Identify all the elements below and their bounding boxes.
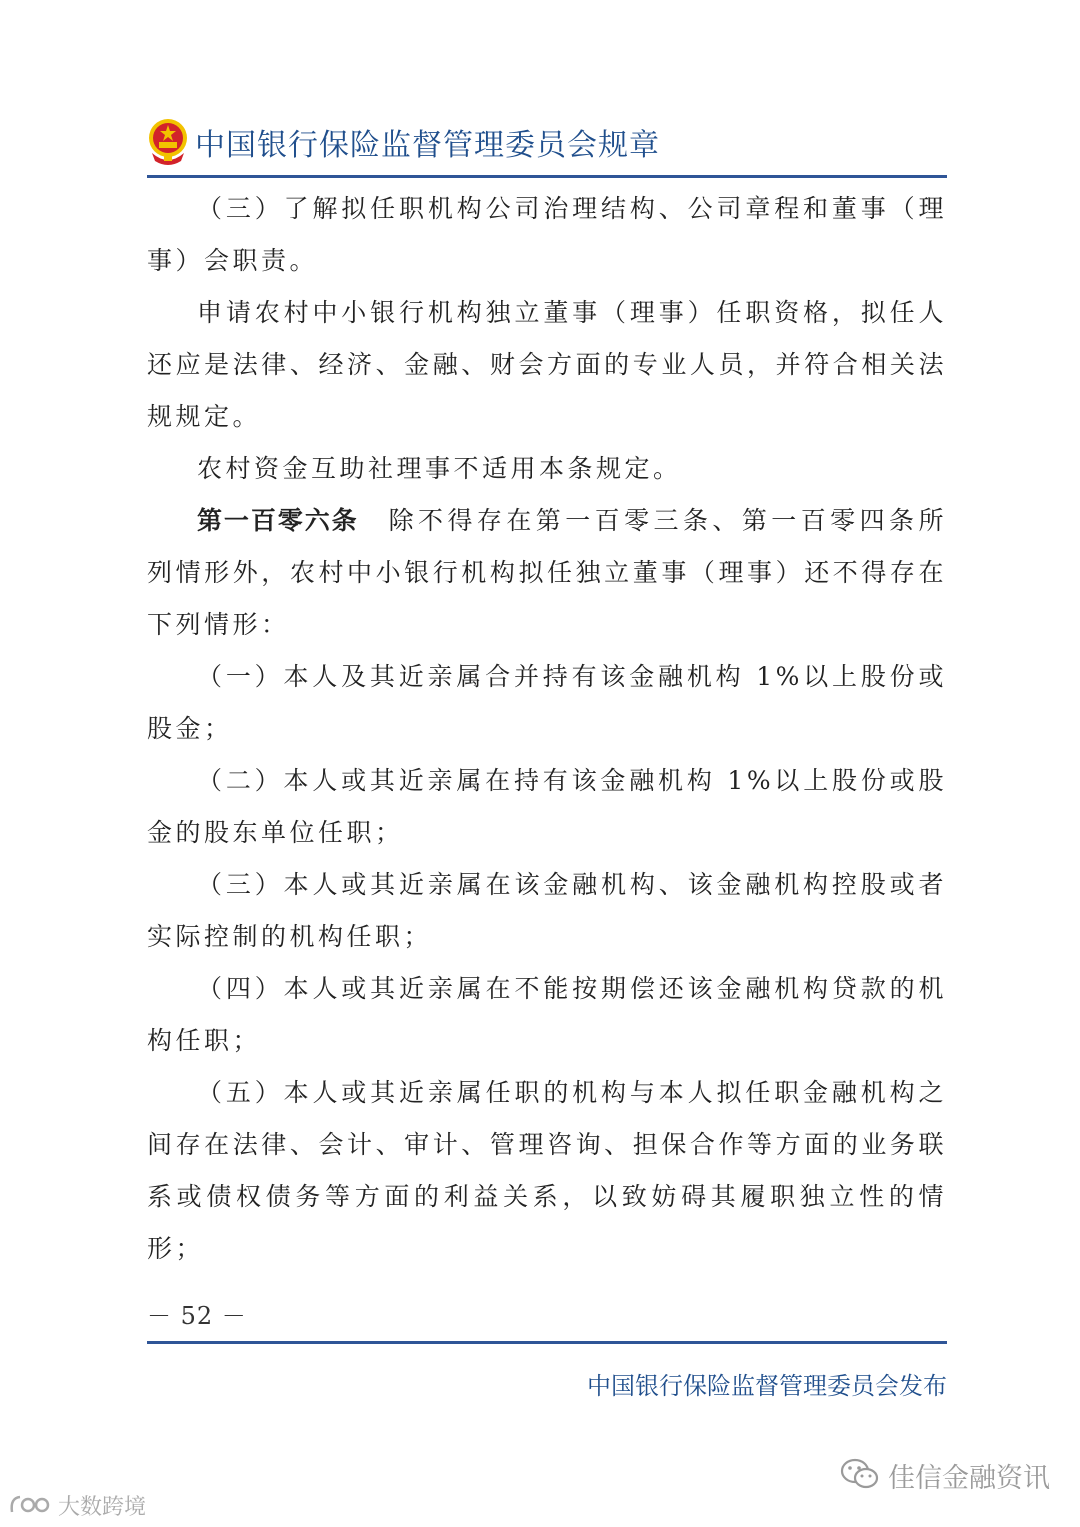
logo-icon [8,1492,54,1518]
footer-publisher: 中国银行保险监督管理委员会发布 [587,1372,947,1400]
header-divider [147,175,947,178]
wechat-icon [840,1458,880,1492]
national-emblem-icon [147,117,189,165]
page-header [147,112,947,172]
list-item: （三）本人或其近亲属在该金融机构、该金融机构控股或者实际控制的机构任职； [147,870,947,951]
header-title: 中国银行保险监督管理委员会规章 [195,128,660,163]
article-text: 除不得存在第一百零三条、第一百零四条所列情形外，农村中小银行机构拟任独立董事（理事）还不得存在下列情形： [147,506,947,639]
article-title: 第一百零六条 [197,506,359,535]
list-item: （五）本人或其近亲属任职的机构与本人拟任职金融机构之间存在法律、会计、审计、管理咨询、担保合作等方面的业务联系或债权债务等方面的利益关系，以致妨碍其履职独立性的情形； [147,1078,947,1263]
footer-divider [147,1341,947,1344]
paragraph: 农村资金互助社理事不适用本条规定。 [197,454,682,483]
paragraph: 申请农村中小银行机构独立董事（理事）任职资格，拟任人还应是法律、经济、金融、财会方面的专业人员，并符合相关法规规定。 [147,298,947,431]
paragraph: （三）了解拟任职机构公司治理结构、公司章程和董事（理事）会职责。 [147,194,947,275]
document-body [147,183,947,1275]
watermark-wechat [840,1455,1050,1495]
watermark-brand [8,1490,146,1520]
article-paragraph [147,495,947,651]
page-number: － 52 － [147,1302,247,1330]
watermark-left-text: 大数跨境 [58,1494,147,1520]
watermark-right-text: 佳信金融资讯 [888,1462,1050,1494]
list-item: （二）本人或其近亲属在持有该金融机构 1%以上股份或股金的股东单位任职； [147,766,947,847]
list-item: （一）本人及其近亲属合并持有该金融机构 1%以上股份或股金； [147,662,947,743]
list-item: （四）本人或其近亲属在不能按期偿还该金融机构贷款的机构任职； [147,974,947,1055]
